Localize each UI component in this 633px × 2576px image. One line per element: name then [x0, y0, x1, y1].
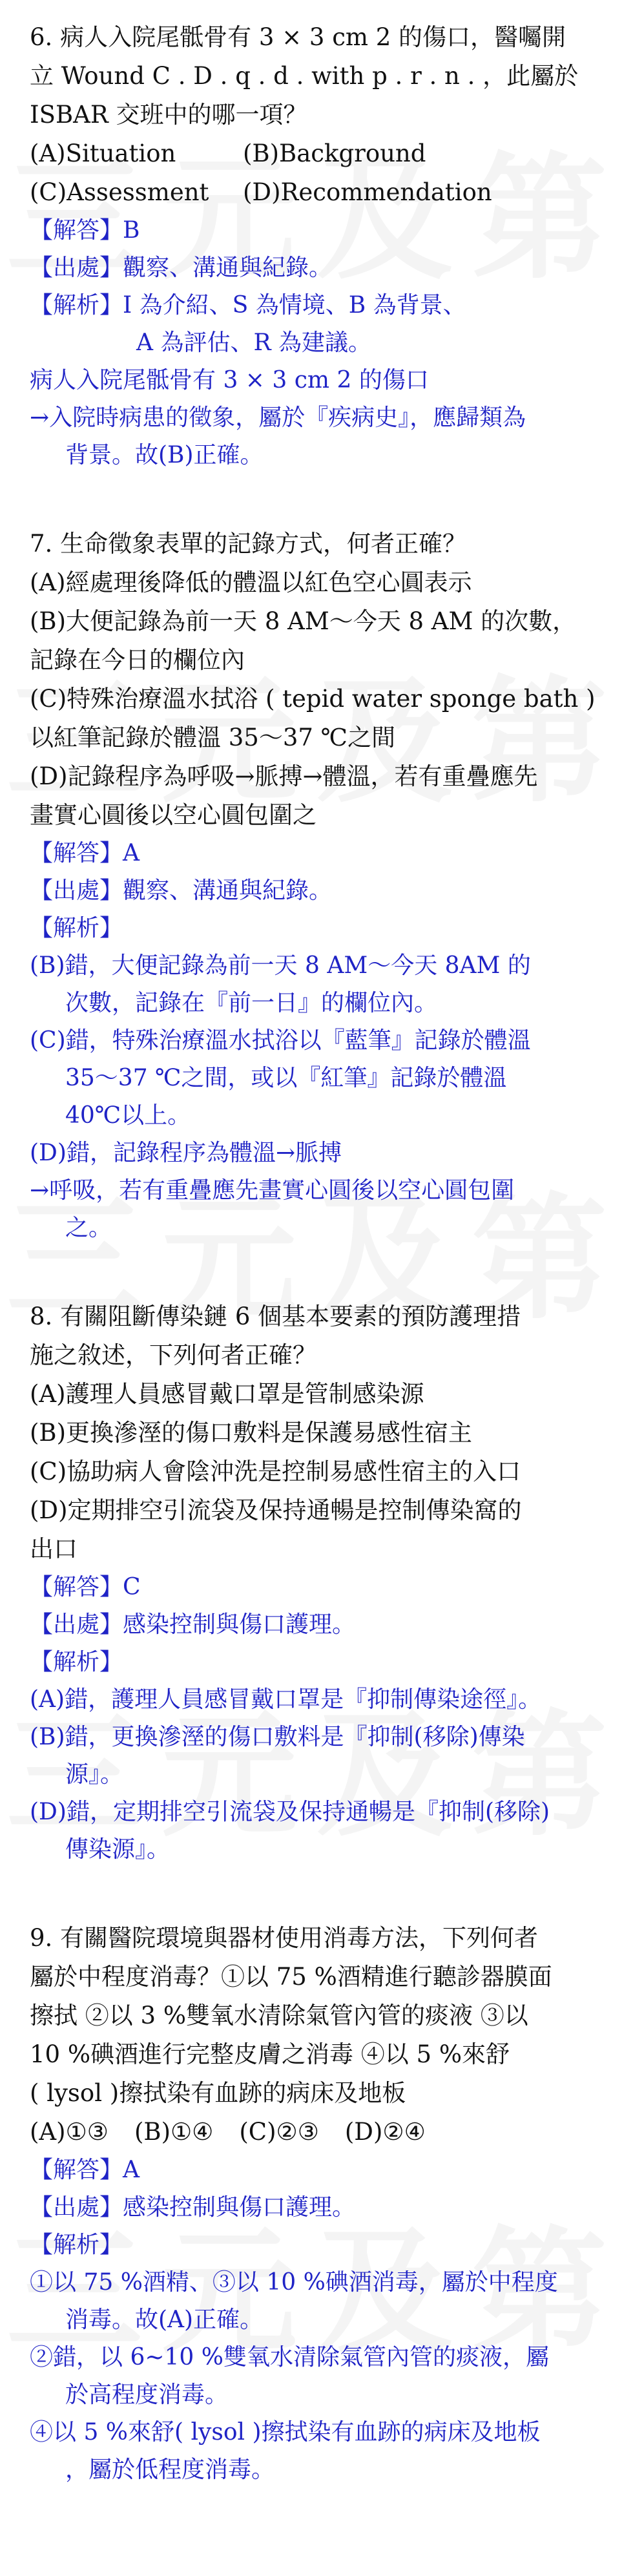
explanation-line: (D)錯，記錄程序為體溫→脈搏 [30, 1140, 342, 1166]
choice-c: (C)特殊治療溫水拭浴 ( tepid water sponge bath ) [30, 685, 596, 713]
question-text-line: 擦拭 ②以 3 %雙氧水清除氣管內管的痰液 ③以 [30, 2002, 528, 2029]
question-text-line: 9. 有關醫院環境與器材使用消毒方法，下列何者 [30, 1924, 539, 1952]
choice-d-cont: 出口 [30, 1535, 78, 1563]
explanation-line: (A)錯，護理人員感冒戴口罩是『抑制傳染途徑』。 [30, 1686, 542, 1713]
explanation-line: 【解析】 [30, 915, 123, 941]
explanation-line: 【解析】 [30, 2232, 123, 2258]
explanation-line: (C)錯，特殊治療溫水拭浴以『藍筆』記錄於體溫 [30, 1027, 531, 1054]
choice-c: (C)Assessment [30, 178, 209, 206]
choice-d: (D)定期排空引流袋及保持通暢是控制傳染窩的 [30, 1496, 522, 1524]
answer-label: 【解答】A [30, 2157, 140, 2183]
explanation-line: 病人入院尾骶骨有 3 × 3 cm 2 的傷口 [30, 367, 429, 393]
question-text-line: 6. 病人入院尾骶骨有 3 × 3 cm 2 的傷口，醫囑開 [30, 23, 566, 51]
choice-b-cont: 記錄在今日的欄位內 [30, 646, 245, 674]
question-6 [30, 18, 608, 474]
choice-b: (B)大便記錄為前一天 8 AM～今天 8 AM 的次數， [30, 607, 577, 635]
exam-document [30, 18, 608, 2539]
explanation-line: (B)錯，大便記錄為前一天 8 AM～今天 8AM 的 [30, 952, 531, 979]
explanation-line: 傳染源』。 [65, 1836, 171, 1863]
explanation-line: (D)錯，定期排空引流袋及保持通暢是『抑制(移除) [30, 1799, 550, 1825]
explanation-line: →入院時病患的徵象，屬於『疾病史』，應歸類為 [30, 404, 526, 431]
question-7 [30, 525, 608, 1247]
explanation-line: (B)錯，更換滲溼的傷口敷料是『抑制(移除)傳染 [30, 1724, 525, 1750]
answer-label: 【解答】C [30, 1574, 141, 1600]
explanation-line: ②錯，以 6~10 %雙氧水清除氣管內管的痰液，屬 [30, 2344, 549, 2371]
explanation-line: A 為評估、R 為建議。 [136, 330, 371, 356]
choice-b: (B)更換滲溼的傷口敷料是保護易感性宿主 [30, 1419, 473, 1447]
choice-d-cont: 畫實心圓後以空心圓包圍之 [30, 801, 316, 829]
source-label: 【出處】感染控制與傷口護理。 [30, 1611, 356, 1638]
answer-label: 【解答】B [30, 217, 140, 244]
question-text-line: 立 Wound C . D . q . d . with p . r . n . ，此屬於 [30, 62, 579, 90]
choice-a: (A)①③ [30, 2118, 109, 2146]
choice-a: (A)Situation [30, 140, 176, 167]
question-8 [30, 1297, 608, 1869]
explanation-line: 【解析】 [30, 1649, 123, 1675]
explanation-line: 【解析】I 為介紹、S 為情境、B 為背景、 [30, 292, 466, 319]
explanation-line: 之。 [65, 1215, 112, 1241]
source-label: 【出處】觀察、溝通與紀錄。 [30, 255, 333, 281]
explanation-line: 消毒。故(A)正確。 [65, 2307, 264, 2333]
explanation-line: →呼吸，若有重疊應先畫實心圓後以空心圓包圍 [30, 1177, 515, 1204]
question-text-line: 8. 有關阻斷傳染鏈 6 個基本要素的預防護理措 [30, 1303, 521, 1330]
answer-label: 【解答】A [30, 840, 140, 866]
choice-c-cont: 以紅筆記錄於體溫 35～37 ℃之間 [30, 724, 396, 751]
choice-c: (C)②③ [239, 2118, 319, 2146]
explanation-line: 於高程度消毒。 [65, 2382, 229, 2408]
choice-row [30, 2113, 608, 2152]
explanation-line: 源』。 [65, 1761, 124, 1788]
question-text-line: 7. 生命徵象表單的記錄方式，何者正確？ [30, 530, 467, 558]
question-text-line: 施之敘述，下列何者正確？ [30, 1341, 316, 1369]
explanation-line: ④以 5 %來舒( lysol )擦拭染有血跡的病床及地板 [30, 2419, 541, 2445]
explanation-line: ①以 75 %酒精、③以 10 %碘酒消毒，屬於中程度 [30, 2269, 558, 2296]
choice-b: (B)Background [243, 140, 426, 167]
choice-row [30, 173, 608, 212]
explanation-line: 40℃以上。 [65, 1102, 191, 1129]
question-text-line: 10 %碘酒進行完整皮膚之消毒 ④以 5 %來舒 [30, 2040, 510, 2068]
question-text-line: ( lysol )擦拭染有血跡的病床及地板 [30, 2079, 406, 2107]
choice-c: (C)協助病人會陰沖洗是控制易感性宿主的入口 [30, 1458, 521, 1485]
choice-d: (D)記錄程序為呼吸→脈搏→體溫，若有重疊應先 [30, 762, 538, 790]
choice-a: (A)護理人員感冒戴口罩是管制感染源 [30, 1380, 424, 1408]
question-9 [30, 1919, 608, 2489]
choice-a: (A)經處理後降低的體溫以紅色空心圓表示 [30, 569, 472, 596]
explanation-line: 次數，記錄在『前一日』的欄位內。 [65, 990, 438, 1016]
question-text-line: 屬於中程度消毒？①以 75 %酒精進行聽診器膜面 [30, 1963, 552, 1991]
choice-row [30, 134, 608, 173]
choice-d: (D)②④ [344, 2118, 426, 2146]
question-text-line: ISBAR 交班中的哪一項？ [30, 101, 307, 129]
choice-d: (D)Recommendation [243, 178, 492, 206]
explanation-line: ，屬於低程度消毒。 [65, 2456, 275, 2483]
choice-b: (B)①④ [134, 2118, 214, 2146]
source-label: 【出處】觀察、溝通與紀錄。 [30, 877, 333, 904]
explanation-line: 背景。故(B)正確。 [65, 442, 264, 468]
source-label: 【出處】感染控制與傷口護理。 [30, 2194, 356, 2221]
explanation-line: 35～37 ℃之間，或以『紅筆』記錄於體溫 [65, 1065, 507, 1091]
